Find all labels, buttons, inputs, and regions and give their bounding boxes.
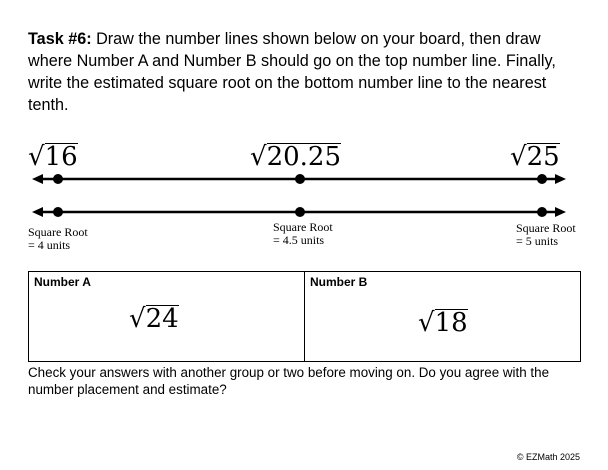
- label-line-1: Square Root: [273, 220, 333, 234]
- radical-sign: √: [510, 142, 527, 172]
- number-b-value: [418, 308, 468, 338]
- left-arrow-icon: [32, 174, 43, 184]
- number-table: [28, 271, 581, 362]
- bottom-point-right: [537, 207, 547, 217]
- bottom-right-label: [516, 222, 576, 248]
- label-line-1: Square Root: [516, 221, 576, 235]
- number-b-title: Number B: [310, 275, 368, 289]
- task-label: Task #6:: [28, 30, 92, 48]
- radical-sign: √: [129, 304, 146, 334]
- label-line-2: = 4 units: [28, 238, 71, 252]
- number-b-cell: [304, 272, 580, 361]
- footer-instructions: Check your answers with another group or two before moving on. Do you agree with the number placement and estimate?: [28, 365, 550, 397]
- number-a-title: Number A: [34, 275, 91, 289]
- bottom-point-left: [53, 207, 63, 217]
- top-point-left: [53, 174, 63, 184]
- top-point-right: [537, 174, 547, 184]
- radicand: 25: [526, 142, 560, 172]
- bottom-left-label: [28, 226, 88, 252]
- bottom-middle-label: [273, 221, 333, 247]
- left-arrow-icon: [32, 207, 43, 217]
- top-number-line: [32, 174, 566, 184]
- number-a-value: [129, 304, 179, 334]
- right-arrow-icon: [555, 207, 566, 217]
- top-point-middle: [295, 174, 305, 184]
- bottom-point-middle: [295, 207, 305, 217]
- radical-sign: √: [250, 142, 267, 172]
- radical-sign: √: [418, 308, 435, 338]
- bottom-number-line: [32, 207, 566, 217]
- label-line-1: Square Root: [28, 225, 88, 239]
- radical-sign: √: [28, 142, 45, 172]
- number-a-cell: [29, 272, 304, 361]
- radicand: 16: [44, 142, 78, 172]
- label-line-2: = 4.5 units: [273, 233, 325, 247]
- right-arrow-icon: [555, 174, 566, 184]
- radicand: 18: [434, 308, 468, 338]
- task-text: Draw the number lines shown below on your board, then draw where Number A and Number B should go on the top number line. Finally, write the estimated square root on the bottom number line to the nearest tenth.: [28, 30, 556, 114]
- label-line-2: = 5 units: [516, 234, 559, 248]
- copyright: © EZMath 2025: [516, 452, 580, 462]
- radicand: 24: [145, 304, 179, 334]
- radicand: 20.25: [266, 142, 342, 172]
